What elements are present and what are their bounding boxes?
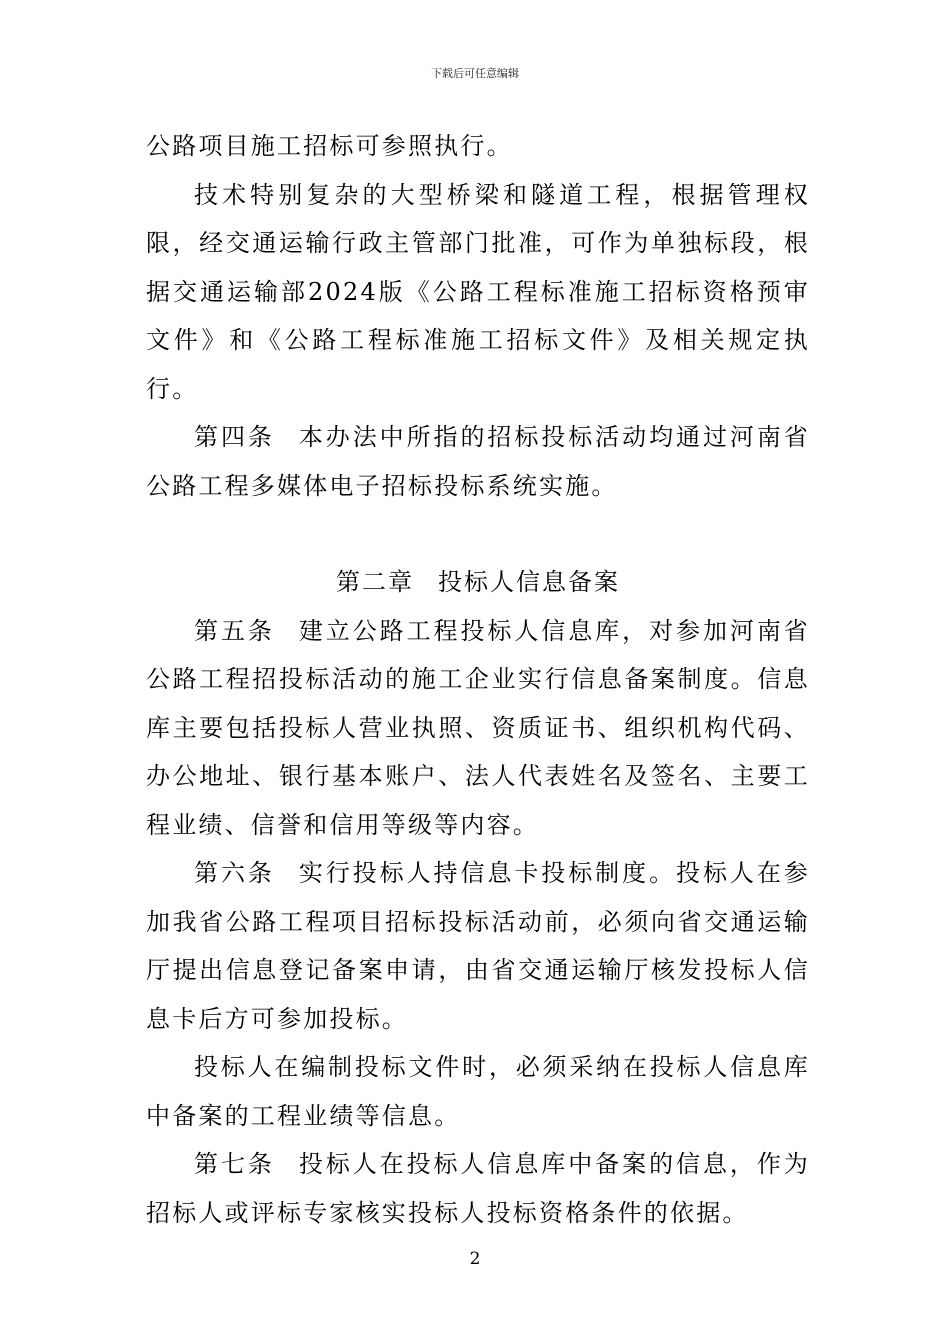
article-4: [146, 413, 810, 510]
paragraph-bid-documents: 投标人在编制投标文件时，必须采纳在投标人信息库中备案的工程业绩等信息。: [146, 1053, 810, 1130]
article-6-text: 实行投标人持信息卡投标制度。投标人在参加我省公路工程项目招标投标活动前，必须向省交通运输厅提出信息登记备案申请，由省交通运输厅核发投标人信息卡后方可参加投标。: [146, 859, 810, 1033]
document-body: [146, 122, 810, 1237]
article-5-label: 第五条: [194, 616, 275, 645]
article-5-text: 建立公路工程投标人信息库，对参加河南省公路工程招投标活动的施工企业实行信息备案制度。信息库主要包括投标人营业执照、资质证书、组织机构代码、办公地址、银行基本账户、法人代表姓名及签名、主要工程业绩、信誉和信用等级等内容。: [146, 616, 810, 839]
article-6-label: 第六条: [194, 859, 275, 887]
page-number: 2: [469, 1249, 481, 1269]
chapter-heading: [146, 558, 810, 607]
article-7-text: 投标人在投标人信息库中备案的信息，作为招标人或评标专家核实投标人投标资格条件的依据。: [146, 1150, 810, 1227]
page-header: 下载后可任意编辑: [431, 67, 519, 80]
article-6: [146, 849, 810, 1043]
paragraph-bridges-tunnels: 技术特别复杂的大型桥梁和隧道工程，根据管理权限，经交通运输行政主管部门批准，可作为单独标段，根据交通运输部2024版《公路工程标准施工招标资格预审文件》和《公路工程标准施工招标文件》及相关规定执行。: [146, 180, 810, 403]
article-7: [146, 1140, 810, 1237]
paragraph-continuation: 公路项目施工招标可参照执行。: [146, 132, 513, 160]
chapter-title: 投标人信息备案: [438, 568, 620, 596]
article-7-label: 第七条: [194, 1150, 275, 1178]
article-5: [146, 607, 810, 850]
article-4-label: 第四条: [194, 423, 275, 451]
chapter-number: 第二章: [336, 568, 414, 596]
article-4-text: 本办法中所指的招标投标活动均通过河南省公路工程多媒体电子招标投标系统实施。: [146, 423, 810, 500]
